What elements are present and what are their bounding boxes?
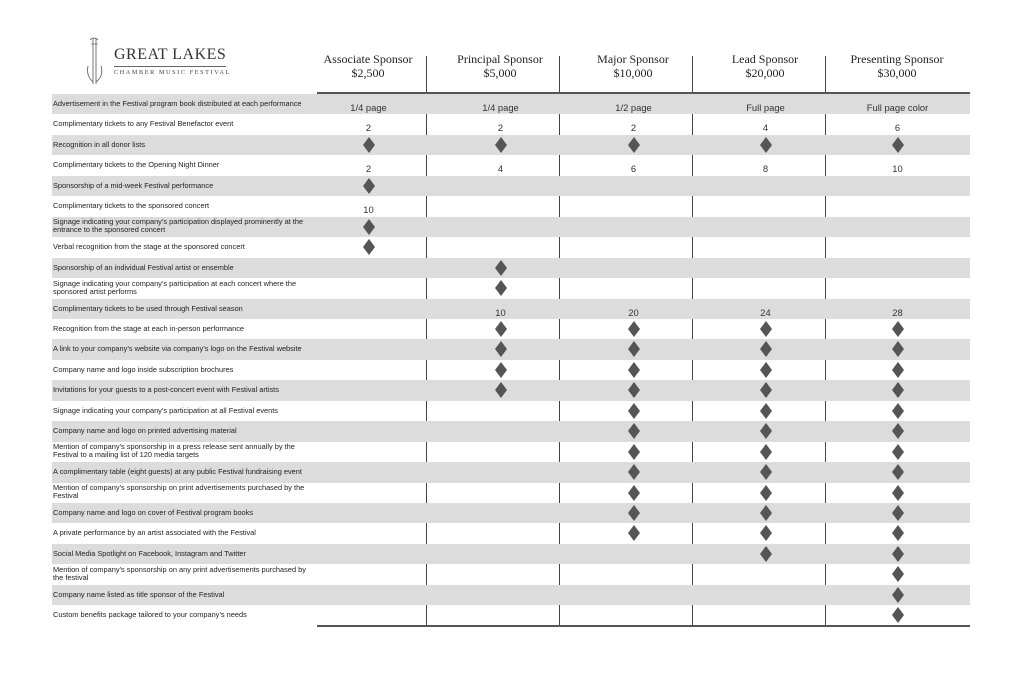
diamond-icon [495,362,507,378]
benefit-cell [699,98,832,116]
benefit-label: Recognition in all donor lists [53,139,146,149]
table-row [52,442,970,462]
diamond-icon [495,280,507,296]
benefit-cell [434,118,567,136]
benefit-cell [302,159,435,177]
festival-logo [84,36,304,86]
benefit-cell [434,303,567,321]
benefit-cell [434,159,567,177]
diamond-icon [892,485,904,501]
table-row [52,564,970,584]
logo-rule [114,66,226,67]
table-row [52,360,970,380]
benefit-value: 2 [630,122,637,134]
diamond-icon [760,464,772,480]
benefit-cell [567,159,700,177]
benefit-label: Complimentary tickets to be used through Festival season [53,303,243,313]
benefit-value: 4 [497,163,504,175]
benefit-cell [831,303,964,321]
diamond-icon [628,341,640,357]
benefit-value: 1/4 page [482,102,519,113]
table-row [52,299,970,319]
table-row [52,319,970,339]
table-row [52,503,970,523]
diamond-icon [628,362,640,378]
diamond-icon [628,137,640,153]
diamond-icon [892,423,904,439]
benefit-label: Advertisement in the Festival program book distributed at each performance [53,99,302,108]
logo-subtitle: CHAMBER MUSIC FESTIVAL [114,69,231,76]
benefit-cell [567,118,700,136]
diamond-icon [628,423,640,439]
diamond-icon [628,525,640,541]
benefit-label: Complimentary tickets to the sponsored concert [53,201,210,211]
table-row [52,523,970,543]
benefit-label: Company name and logo on cover of Festival program books [53,508,254,517]
benefit-cell [434,98,567,116]
benefit-value: 10 [363,204,374,216]
tier-header [831,52,963,80]
table-row [52,605,970,625]
diamond-icon [363,178,375,194]
benefit-value: 1/4 page [350,102,387,113]
table-bottom-rule [317,625,970,627]
diamond-icon [892,566,904,582]
diamond-icon [760,137,772,153]
benefit-label: Company name listed as title sponsor of the Festival [53,589,225,599]
table-row [52,176,970,196]
diamond-icon [760,444,772,460]
diamond-icon [892,362,904,378]
benefit-cell [699,118,832,136]
diamond-icon [760,546,772,562]
benefit-value: 28 [892,306,903,318]
benefit-label: Signage indicating your company’s participation at all Festival events [53,405,278,415]
diamond-icon [760,341,772,357]
benefit-value: 6 [630,163,637,175]
diamond-icon [892,607,904,623]
table-row [52,237,970,257]
table-row [52,94,970,114]
tier-name: Principal Sponsor [457,52,543,66]
benefit-cell [831,98,964,116]
benefit-label: Social Media Spotlight on Facebook, Instagram and Twitter [53,548,246,558]
benefit-value: 2 [365,163,372,175]
benefit-value: 24 [760,306,771,318]
benefit-label: Sponsorship of a mid-week Festival performance [53,180,214,190]
benefit-value: 10 [495,306,506,318]
table-row [52,401,970,421]
benefit-value: Full page color [866,102,929,113]
tier-name: Presenting Sponsor [850,52,944,66]
table-row [52,196,970,216]
tier-name: Associate Sponsor [323,52,413,66]
tier-header [699,52,831,80]
benefit-label: Signage indicating your company’s participation at each concert where the sponsored artist performs [53,278,297,296]
tier-price: $5,000 [483,66,517,80]
diamond-icon [892,525,904,541]
benefit-value: 1/2 page [615,102,652,113]
diamond-icon [892,505,904,521]
benefit-cell [699,159,832,177]
diamond-icon [892,403,904,419]
table-row [52,217,970,237]
diamond-icon [628,403,640,419]
diamond-icon [760,382,772,398]
benefit-label: Recognition from the stage at each in-person performance [53,323,245,333]
benefit-label: A private performance by an artist associated with the Festival [53,528,256,538]
table-row [52,462,970,482]
benefit-label: Sponsorship of an individual Festival artist or ensemble [53,262,234,272]
table-row [52,135,970,155]
benefit-value: 4 [762,122,769,134]
violin-logo-icon [84,36,110,86]
diamond-icon [760,505,772,521]
diamond-icon [628,444,640,460]
table-row [52,114,970,134]
diamond-icon [892,137,904,153]
benefit-label: Signage indicating your company’s participation displayed prominently at the entrance to the sponsored concert [53,217,304,235]
diamond-icon [495,382,507,398]
table-row [52,278,970,298]
tier-header [434,52,566,80]
diamond-icon [892,382,904,398]
diamond-icon [892,587,904,603]
benefit-label: Mention of company’s sponsorship on any print advertisements purchased by the festival [53,564,306,583]
diamond-icon [892,464,904,480]
diamond-icon [628,505,640,521]
benefit-label: Company name and logo on printed advertising material [53,426,237,436]
benefit-label: Custom benefits package tailored to your company’s needs [53,610,247,620]
diamond-icon [760,423,772,439]
diamond-icon [363,219,375,235]
benefit-label: A complimentary table (eight guests) at any public Festival fundraising event [53,467,302,477]
diamond-icon [628,485,640,501]
benefit-cell [302,200,435,218]
diamond-icon [495,321,507,337]
benefit-cell [302,98,435,116]
benefit-label: Mention of company’s sponsorship in a press release sent annually by the Festival to a mailing list of 120 media targets [53,442,295,460]
benefit-cell [831,159,964,177]
table-row [52,544,970,564]
table-top-rule [317,92,970,94]
diamond-icon [760,485,772,501]
tier-header [567,52,699,80]
tier-price: $20,000 [745,66,785,80]
diamond-icon [363,239,375,255]
table-row [52,585,970,605]
benefit-value: 20 [628,306,639,318]
benefit-label: A link to your company’s website via company’s logo on the Festival website [53,344,302,354]
benefit-value: Full page [746,102,785,113]
benefit-label: Company name and logo inside subscription brochures [53,364,234,374]
table-row [52,380,970,400]
diamond-icon [363,137,375,153]
diamond-icon [760,525,772,541]
diamond-icon [495,341,507,357]
tier-price: $30,000 [877,66,917,80]
tier-price: $2,500 [351,66,385,80]
table-row [52,155,970,175]
benefit-label: Invitations for your guests to a post-concert event with Festival artists [53,385,279,395]
diamond-icon [628,464,640,480]
tier-name: Major Sponsor [597,52,669,66]
diamond-icon [892,341,904,357]
diamond-icon [760,403,772,419]
benefit-label: Verbal recognition from the stage at the sponsored concert [53,242,245,252]
benefit-value: 8 [762,163,769,175]
benefit-label: Complimentary tickets to any Festival Benefactor event [53,119,234,129]
diamond-icon [628,382,640,398]
diamond-icon [495,260,507,276]
tier-price: $10,000 [613,66,653,80]
benefit-cell [831,118,964,136]
table-row [52,421,970,441]
diamond-icon [892,444,904,460]
diamond-icon [495,137,507,153]
logo-name: GREAT LAKES [114,46,227,63]
benefit-value: 2 [365,122,372,134]
tier-name: Lead Sponsor [731,52,799,66]
table-row [52,258,970,278]
diamond-icon [760,362,772,378]
diamond-icon [892,546,904,562]
diamond-icon [628,321,640,337]
benefit-cell [302,118,435,136]
benefit-label: Mention of company’s sponsorship on print advertisements purchased by the Festival [53,483,305,501]
diamond-icon [760,321,772,337]
tier-header [302,52,434,80]
benefit-value: 2 [497,122,504,134]
table-row [52,483,970,503]
benefit-label: Complimentary tickets to the Opening Night Dinner [53,160,220,170]
benefit-cell [567,98,700,116]
benefit-cell [567,303,700,321]
benefit-value: 10 [892,163,903,175]
benefit-cell [699,303,832,321]
table-row [52,339,970,359]
diamond-icon [892,321,904,337]
benefit-value: 6 [894,122,901,134]
